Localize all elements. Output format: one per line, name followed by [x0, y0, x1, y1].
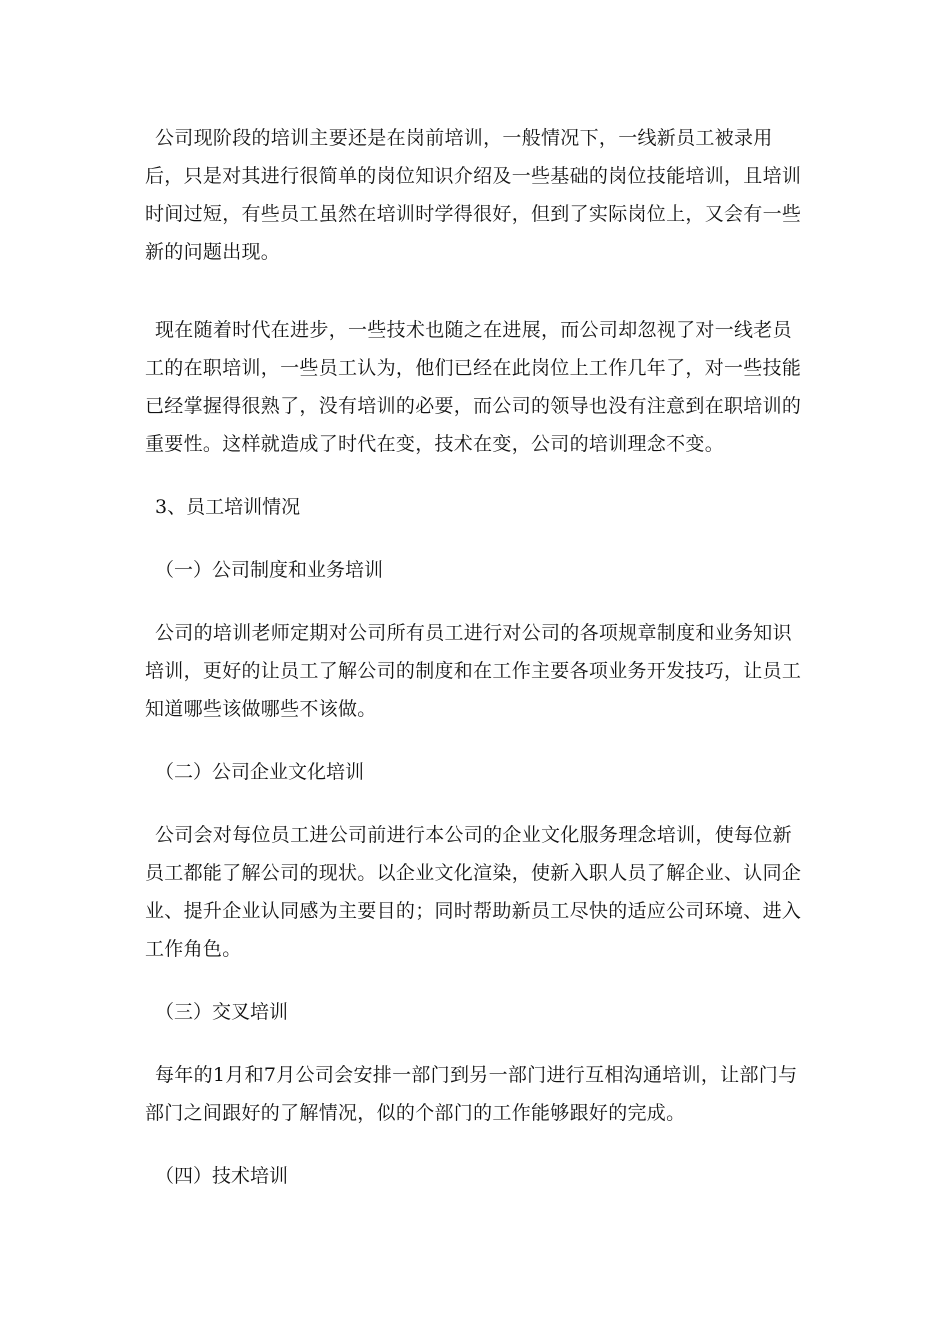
paragraph-inservice-training: 现在随着时代在进步，一些技术也随之在进展，而公司却忽视了对一线老员工的在职培训，一些员工认为，他们已经在此岗位上工作几年了，对一些技能已经掌握得很熟了，没有培训的必要，而公司的领导也没有注意到在职培训的重要性。这样就造成了时代在变，技术在变，公司的培训理念不变。: [145, 319, 802, 455]
paragraph-cross-training: 每年的1月和7月公司会安排一部门到另一部门进行互相沟通培训，让部门与部门之间跟好的了解情况，似的个部门的工作能够跟好的完成。: [145, 1064, 798, 1124]
section-heading-training-status: 3、员工培训情况: [155, 496, 301, 518]
paragraph-preservice-training: 公司现阶段的培训主要还是在岗前培训，一般情况下，一线新员工被录用后，只是对其进行很简单的岗位知识介绍及一些基础的岗位技能培训，且培训时间过短，有些员工虽然在培训时学得很好，但到了实际岗位上，又会有一些新的问题出现。: [145, 127, 802, 263]
subheading-cross-training: （三）交叉培训: [155, 1001, 289, 1023]
subheading-technical-training: （四）技术培训: [155, 1165, 289, 1187]
paragraph-policy-training: 公司的培训老师定期对公司所有员工进行对公司的各项规章制度和业务知识培训，更好的让员工了解公司的制度和在工作主要各项业务开发技巧，让员工知道哪些该做哪些不该做。: [145, 622, 802, 720]
subheading-culture-training: （二）公司企业文化培训: [155, 761, 365, 783]
paragraph-culture-training: 公司会对每位员工进公司前进行本公司的企业文化服务理念培训，使每位新员工都能了解公司的现状。以企业文化渲染，使新入职人员了解企业、认同企业、提升企业认同感为主要目的；同时帮助新员工尽快的适应公司环境、进入工作角色。: [145, 824, 802, 960]
document-body: [145, 119, 810, 1195]
subheading-policy-training: （一）公司制度和业务培训: [155, 559, 384, 581]
